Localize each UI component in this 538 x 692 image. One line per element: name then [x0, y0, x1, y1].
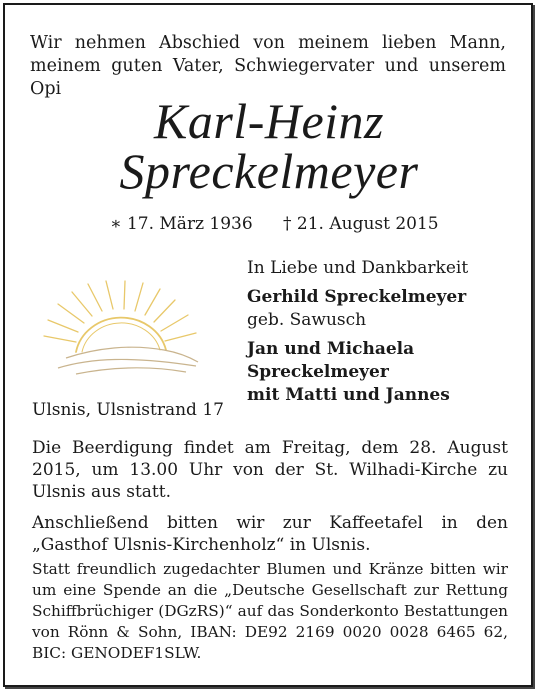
donation-request: Statt freundlich zugedachter Blumen und Kränze bitten wir um eine Spende an die „Deutsche Gesellschaft zur Rettung Schiffbrüchiger (DGzRS)“ auf das Sonderkonto Bestattungen von Rönn & Sohn, IBAN: DE92 2169 0020 0028 6465 62, BIC: GENODEF1SLW. — [32, 560, 508, 662]
children-line-1: Jan und Michaela — [247, 339, 415, 359]
address: Ulsnis, Ulsnistrand 17 — [32, 400, 224, 420]
intro-line-1: Wir nehmen Abschied von meinem lieben Mann, — [30, 33, 506, 53]
mourner-children — [247, 338, 450, 407]
coffee-announcement: Anschließend bitten wir zur Kaffeetafel in den „Gasthof Ulsnis-Kirchenholz“ in Ulsnis. — [32, 513, 508, 555]
deceased-first-name: Karl-Heinz — [154, 93, 384, 149]
wife-maiden-name: geb. Sawusch — [247, 310, 367, 330]
wife-name: Gerhild Spreckelmeyer — [247, 287, 467, 307]
deceased-last-name: Spreckelmeyer — [119, 143, 419, 199]
death-date: † 21. August 2015 — [283, 214, 439, 234]
sunrise-over-hills-icon — [36, 280, 208, 376]
mourner-wife — [247, 286, 466, 332]
children-line-3: mit Matti und Jannes — [247, 385, 450, 405]
children-line-2: Spreckelmeyer — [247, 362, 389, 382]
funeral-announcement: Die Beerdigung findet am Freitag, dem 28. August 2015, um 13.00 Uhr von der St. Wilhadi-Kirche zu Ulsnis aus statt. — [32, 438, 508, 502]
birth-date: ∗ 17. März 1936 — [110, 214, 253, 234]
intro-text — [30, 32, 506, 101]
mourners-heading: In Liebe und Dankbarkeit — [247, 258, 469, 278]
intro-line-2: meinem guten Vater, Schwiegervater und unserem Opi — [30, 56, 506, 99]
